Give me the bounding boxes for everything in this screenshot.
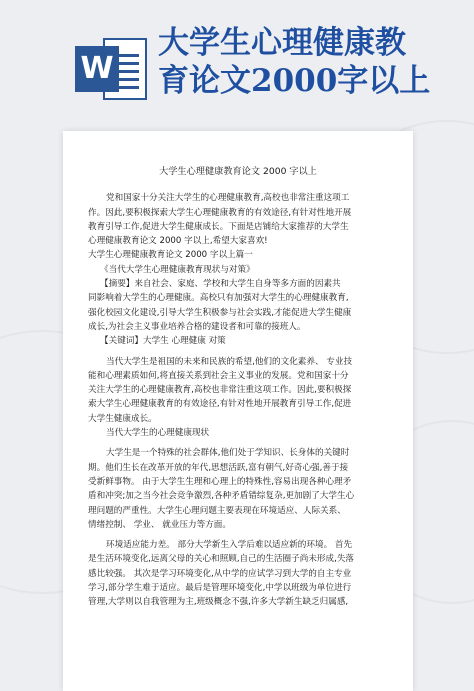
- title-line-2: 育论文2000字以上: [158, 63, 431, 99]
- article-title: 《当代大学生心理健康教育现状与对策》: [100, 264, 255, 275]
- abstract-line: 【摘要】来自社会、家庭、学校和大学生自身等多方面的因素共: [100, 279, 341, 290]
- paragraph-line: 情绪控制、 学业、 就业压力等方面。: [88, 519, 231, 530]
- word-document-icon: [75, 38, 147, 100]
- abstract-line: 强化校园文化建设,引导大学生积极参与社会实践,才能促进大学生健康: [88, 307, 352, 318]
- document-title: 大学生心理健康教育论文 2000 字以上: [159, 166, 317, 177]
- paragraph-line: 感比较强。 其次是学习环境变化,从中学的应试学习到大学的自主专业: [88, 568, 352, 579]
- paragraph-line: 期。他们生长在改革开放的年代,思想活跃,富有朝气,好奇心强,善于接: [88, 462, 349, 473]
- paragraph-line: 教育引导工作,促进大学生健康成长。下面是店铺给大家推荐的大学生: [88, 221, 349, 232]
- paragraph-line: 学习,部分学生难于适应。最后是管理环境变化,中学以班级为单位进行: [88, 583, 352, 594]
- document-body: [88, 165, 388, 610]
- paragraph-line: 心理健康教育论文 2000 字以上,希望大家喜欢!: [88, 236, 268, 247]
- document-preview-page[interactable]: [63, 131, 413, 691]
- abstract-line: 成长,为社会主义事业培养合格的建设者和可靠的接班人。: [88, 321, 306, 332]
- subsection-heading: 当代大学生的心理健康现状: [106, 428, 210, 439]
- paragraph-line: 能和心理素质如何,将直接关系到社会主义事业的发展。党和国家十分: [88, 370, 349, 381]
- banner-header: [0, 0, 474, 120]
- paragraph-line: 党和国家十分关注大学生的心理健康教育,高校也非常注重这项工: [106, 193, 350, 204]
- paragraph-line: 关注大学生的心理健康教育,高校也非常注重这项工作。因此,要积极探: [88, 385, 352, 396]
- paragraph-line: 索大学生心理健康教育的有效途径,有针对性地开展教育引导工作,促进: [88, 399, 352, 410]
- paragraph-line: 管理,大学则以自我管理为主,班级概念不强,许多大学新生缺乏归属感,: [88, 597, 349, 608]
- abstract-line: 同影响着大学生的心理健康。高校只有加强对大学生的心理健康教育,: [88, 293, 349, 304]
- paragraph-line: 受新鲜事物。 由于大学生生理和心理上的特殊性,容易出现各种心理矛: [88, 476, 352, 487]
- paragraph-line: 大学生健康成长。: [88, 413, 157, 424]
- paragraph-line: 理问题的严重性。大学生心理问题主要表现在环境适应、人际关系、: [88, 505, 346, 516]
- paragraph-line: 是生活环境变化,远离父母的关心和照顾,自己的生活圈子尚未形成,失落: [88, 554, 355, 565]
- title-line-1: 大学生心理健康教: [158, 25, 406, 61]
- page-title: [158, 24, 458, 100]
- paragraph-line: 当代大学生是祖国的未来和民族的希望,他们的文化素养、 专业技: [106, 356, 353, 367]
- keywords-line: 【关键词】大学生 心理健康 对策: [100, 336, 226, 347]
- word-logo-letter: W: [75, 46, 119, 92]
- paragraph-line: 环境适应能力差。 部分大学新生入学后难以适应新的环境。 首先: [106, 540, 353, 551]
- paragraph-line: 盾和冲突;加之当今社会竞争激烈,各种矛盾错综复杂,更加剧了大学生心: [88, 491, 355, 502]
- paragraph-line: 作。因此,要积极探索大学生心理健康教育的有效途径,有针对性地开展: [88, 207, 352, 218]
- section-heading: 大学生心理健康教育论文 2000 字以上篇一: [88, 250, 253, 261]
- paragraph-line: 大学生是一个特殊的社会群体,他们处于学知识、长身体的关键时: [106, 448, 350, 459]
